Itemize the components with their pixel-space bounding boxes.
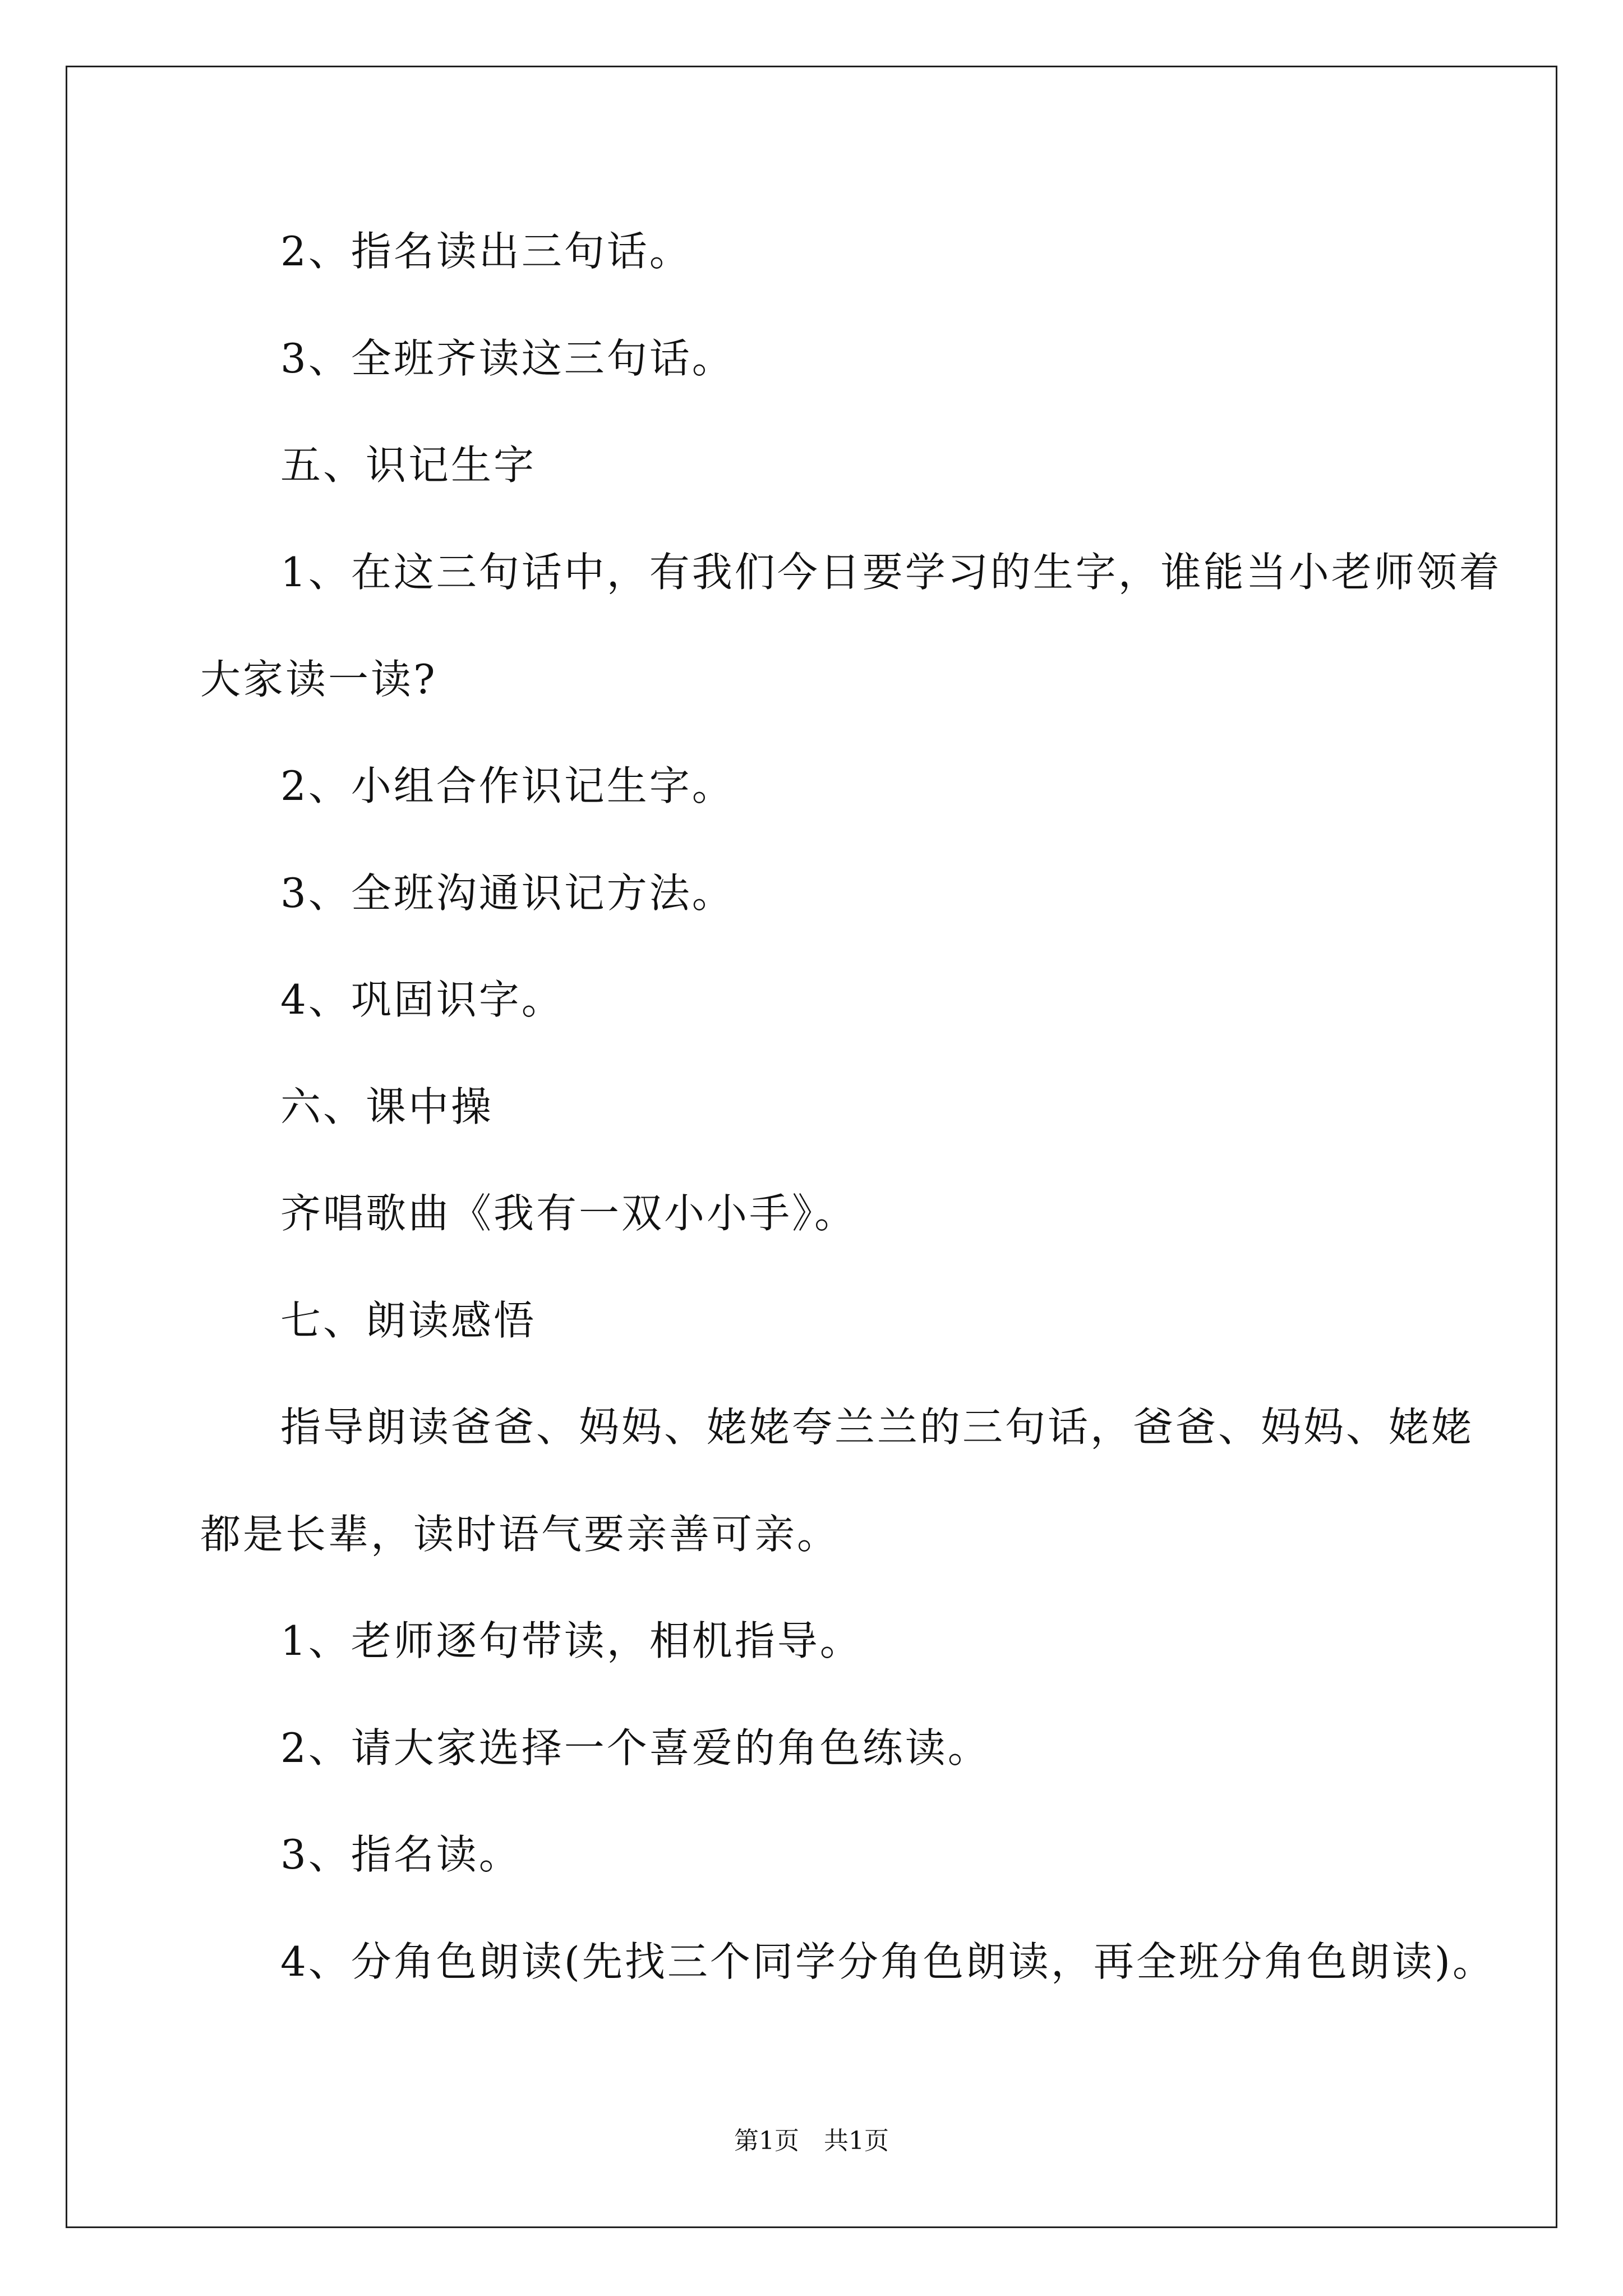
text-line: 4、巩固识字。 bbox=[280, 976, 564, 1023]
page-footer bbox=[0, 2129, 1623, 2154]
section-heading: 五、识记生字 bbox=[280, 441, 537, 489]
text-line: 齐唱歌曲《我有一双小小手》。 bbox=[280, 1190, 857, 1237]
text-line: 3、全班沟通识记方法。 bbox=[280, 869, 735, 917]
page-number: 第1页 bbox=[734, 2127, 799, 2155]
text-line: 2、小组合作识记生字。 bbox=[280, 762, 735, 809]
text-line: 1、老师逐句带读，相机指导。 bbox=[280, 1617, 863, 1664]
text-line: 都是长辈，读时语气要亲善可亲。 bbox=[200, 1511, 840, 1558]
text-line: 大家读一读? bbox=[200, 656, 437, 703]
section-heading: 六、课中操 bbox=[280, 1083, 494, 1130]
section-heading: 七、朗读感悟 bbox=[280, 1297, 537, 1344]
page-border bbox=[66, 66, 1557, 2228]
text-line: 指导朗读爸爸、妈妈、姥姥夸兰兰的三句话，爸爸、妈妈、姥姥 bbox=[280, 1404, 1474, 1451]
text-line: 3、指名读。 bbox=[280, 1831, 522, 1878]
text-line: 3、全班齐读这三句话。 bbox=[280, 335, 735, 382]
text-line: 4、分角色朗读(先找三个同学分角色朗读，再全班分角色朗读)。 bbox=[280, 1938, 1495, 1985]
text-line: 2、请大家选择一个喜爱的角色练读。 bbox=[280, 1724, 990, 1772]
text-line: 1、在这三句话中，有我们今日要学习的生字，谁能当小老师领着 bbox=[280, 549, 1502, 596]
page-total: 共1页 bbox=[824, 2127, 889, 2155]
text-line: 2、指名读出三句话。 bbox=[280, 228, 692, 275]
